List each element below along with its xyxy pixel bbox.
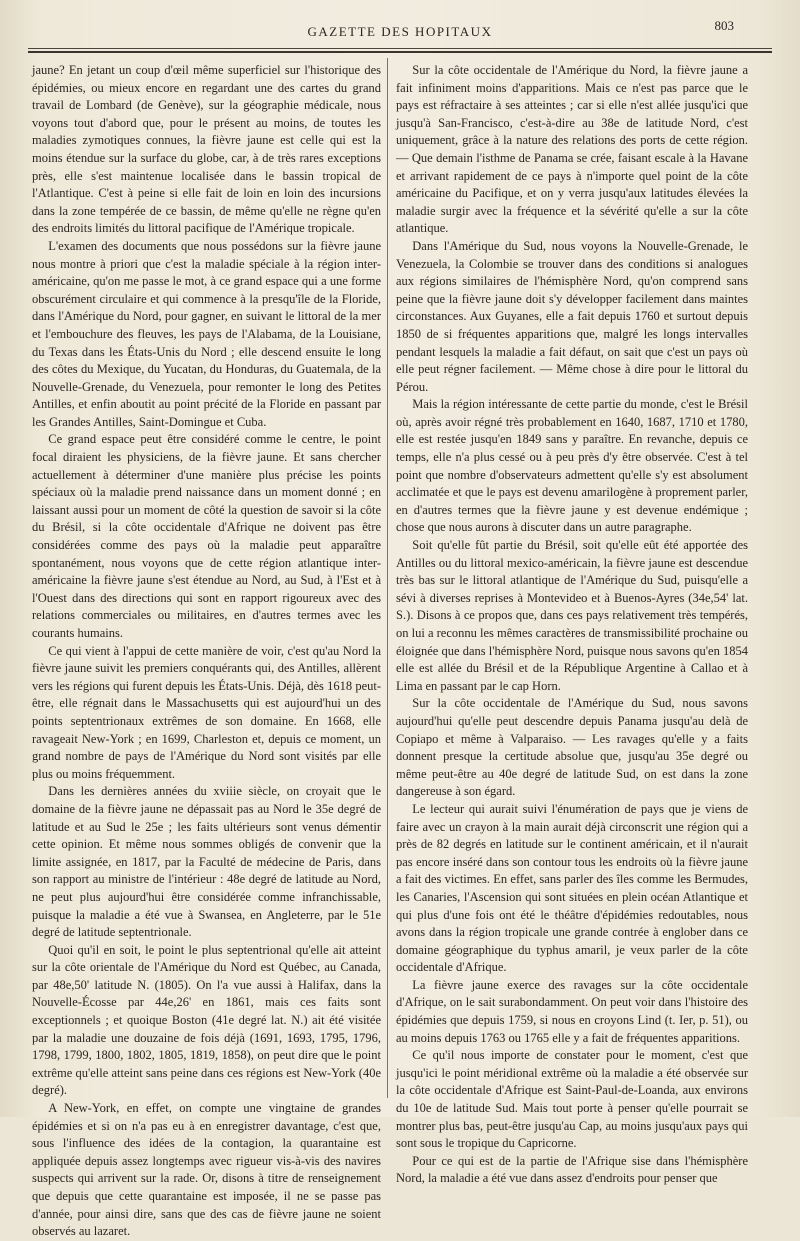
- paragraph: Soit qu'elle fût partie du Brésil, soit qu'elle eût été apportée des Antilles ou du littoral mexico-américain, la fièvre jaune est descendue très bas sur le littoral atlantique de l'Amérique du Sud, puisqu'elle a sévi à diverses reprises à Montevideo et à Buenos-Ayres (34e,54' lat. S.). Disons à ce propos que, dans ces pays relativement très tempérés, on lui a reconnu les mêmes caractères de transmissibilité prochaine ou éloignée que dans l'hémisphère Nord, puisque nous savons qu'en 1854 elle est allée du Brésil et de la République Argentine à Callao et à Lima en passant par le cap Horn.: [396, 538, 748, 693]
- paragraph: Sur la côte occidentale de l'Amérique du Nord, la fièvre jaune a fait infiniment moins d'apparitions. Mais ce n'est pas parce que le pays est réfractaire à ses atteintes ; car si elle n'est allée jusqu'ici que jusqu'à San-Francisco, c'est-à-dire au 38e de latitude Nord, c'est uniquement, grâce à la nature des relations des ports de cette région. — Que demain l'isthme de Panama se crée, faisant escale à la Havane et arrivant rapidement de ce pays à n'importe quel point de la côte américaine du Pacifique, et on y verra jusqu'aux latitudes élevées la maladie surgir avec la fréquence et la sévérité qu'elle a sur la côte atlantique.: [396, 63, 748, 236]
- column-divider: [387, 58, 388, 1098]
- paragraph: Dans les dernières années du xviiie siècle, on croyait que le domaine de la fièvre jaune ne dépassait pas au Nord le 35e degré de latitude et au Sud le 25e ; les faits ultérieurs sont venus démentir cette opinion. Et même nous sommes obligés de convenir que la limite assignée, en 1817, par la Faculté de médecine de Paris, dans son rapport au ministre de l'intérieur : 48e degré de latitude au Nord, ne peut plus aujourd'hui être considérée comme infranchissable, puisque la maladie a été vue à Swansea, en Angleterre, par le 51e degré de latitude septentrionale.: [32, 784, 381, 940]
- paragraph: Ce qu'il nous importe de constater pour le moment, c'est que jusqu'ici le point méridional extrême où la maladie a été observée sur la côte occidentale d'Afrique est Saint-Paul-de-Loanda, aux environs du 10e de latitude Sud. Mais tout porte à penser qu'elle pourrait se montrer plus bas, peut-être jusqu'au Cap, au moins jusqu'aux pays qui sont sous le tropique du Capricorne.: [396, 1048, 748, 1151]
- paragraph: Pour ce qui est de la partie de l'Afrique sise dans l'hémisphère Nord, la maladie a été vue dans assez d'endroits pour penser que: [396, 1153, 748, 1186]
- right-column: [396, 62, 748, 1188]
- paragraph: Ce qui vient à l'appui de cette manière de voir, c'est qu'au Nord la fièvre jaune suivit les premiers conquérants qui, des Antilles, allèrent vers les régions qui furent depuis les États-Unis. Déjà, dès 1618 peut-être, elle régnait dans le Massachusetts qui est aujourd'hui un des points septentrionaux extrêmes de son domaine. En 1668, elle ravageait New-York ; en 1699, Charleston et, depuis ce moment, un grand nombre de pays de l'Amérique du Nord sont visités par elle plus ou moins fréquemment.: [32, 643, 381, 781]
- page-number: 803: [714, 18, 734, 33]
- paragraph: Quoi qu'il en soit, le point le plus septentrional qu'elle ait atteint sur la côte orientale de l'Amérique du Nord est Québec, au Canada, par 48e,50' latitude N. (1805). On l'a vue aussi à Halifax, dans la Nouvelle-Écosse par 44e,26' en 1861, mais ces faits sont exceptionnels ; et quoique Boston (41e degré lat. N.) ait été visitée par la maladie une douzaine de fois déjà (1691, 1693, 1795, 1796, 1798, 1799, 1800, 1802, 1805, 1819, 1858), on peut dire que le point extrême qu'elle atteint sans peine dans ces régions est New-York (40e degré).: [32, 942, 381, 1098]
- page-header: [0, 16, 800, 46]
- paragraph: La fièvre jaune exerce des ravages sur la côte occidentale d'Afrique, on le sait surabondamment. On peut voir dans l'histoire des épidémies que depuis 1759, si nous en croyons Lind (t. Ier, p. 51), ou au moins depuis 1763 ou 1765 elle y a fait de fréquentes apparitions.: [396, 977, 748, 1045]
- journal-title: GAZETTE DES HOPITAUX: [307, 24, 493, 39]
- paragraph: Mais la région intéressante de cette partie du monde, c'est le Brésil où, après avoir régné très probablement en 1640, 1687, 1710 et 1780, elle est restée jusqu'en 1849 sans y paraître. En revanche, depuis ce temps, elle n'a plus cessé ou à peu près d'y être observée. C'est à tel point que nombre d'observateurs admettent qu'elle s'y est absolument acclimatée et que le pays est devenu amarilogène à proprement parler, en d'autres termes que la fièvre jaune y est devenue endémique ; chose que nous aurons à discuter dans un autre paragraphe.: [396, 397, 748, 535]
- paragraph: Dans l'Amérique du Sud, nous voyons la Nouvelle-Grenade, le Venezuela, la Colombie se trouver dans des conditions si analogues aux régions similaires de l'hémisphère Nord, qu'on comprend sans peine que la fièvre jaune doit s'y développer facilement dans maintes circonstances. Aux Guyanes, elle a fait depuis 1760 et surtout depuis 1850 de si fréquentes apparitions que, malgré les longs intervalles pendant lesquels la maladie a fait défaut, on sait que c'est un pays où elle peut régner facilement. — Même chose à dire pour le littoral du Pérou.: [396, 238, 748, 394]
- paragraph: Le lecteur qui aurait suivi l'énumération de pays que je viens de faire avec un crayon à la main aurait déjà circonscrit une région qui a près de 82 degrés en latitude sur le continent américain, et il n'aurait pas encore inséré dans son contour tous les endroits où la fièvre jaune a fait des victimes. En effet, sans parler des îles comme les Bermudes, les Canaries, l'Ascension qui sont situées en plein océan Atlantique et qui plus d'une fois ont été le théâtre d'épidémies redoutables, nous avons dans la région tropicale une grande contrée à englober dans ce domaine géographique du typhus amaril, je veux parler de la côte occidentale d'Afrique.: [396, 801, 748, 975]
- header-rule-thick: [28, 51, 772, 53]
- header-rule-thin: [28, 48, 772, 49]
- paragraph: A New-York, en effet, on compte une vingtaine de grandes épidémies et si on n'a pas eu à en enregistrer davantage, c'est que, sous l'influence des idées de la contagion, la quarantaine est appliquée depuis assez longtemps avec rigueur vis-à-vis des navires suspects qui arrivent sur la rade. Or, disons à titre de renseignement que depuis que cette quarantaine est imposée, il ne se passe pas d'année, pour ainsi dire, sans que des cas de fièvre jaune ne soient observés au lazaret.: [32, 1101, 381, 1239]
- paragraph: jaune? En jetant un coup d'œil même superficiel sur l'historique des épidémies, ou mieux encore en regardant une des cartes du grand travail de Lombard (de Genève), sur la géographie médicale, nous voyons tout d'abord que, pour le présent au moins, de toutes les maladies zymotiques connues, la fièvre jaune est celle qui est la moins étendue sur la surface du globe, car, à de très rares exceptions près, elle s'est maintenue localisée dans le bassin tropical de l'Atlantique. C'est à peine si elle fait de loin en loin des incursions dans la zone tempérée de ce bassin, de même qu'elle ne règne qu'en des endroits limités du littoral pacifique de l'Amérique tropicale.: [32, 63, 381, 236]
- paragraph: Ce grand espace peut être considéré comme le centre, le point focal diraient les physiciens, de la fièvre jaune. Et sans chercher actuellement à déterminer d'une manière plus précise les points spéciaux où la maladie prend naissance dans un moment donné ; en laissant aussi pour un moment de côté la question de savoir si la côte du Brésil, si la côte occidentale d'Afrique ne doivent pas être considérées comme des pays où la maladie peut apparaître spontanément, nous voyons que de cette région atlantique inter-américaine la fièvre jaune s'est étendue au Nord, au Sud, à l'Est et à l'Ouest dans des directions qui sont en rapport rigoureux avec des relations commerciales ou militaires, en d'autres termes avec les courants humains.: [32, 432, 381, 640]
- left-column: [32, 62, 381, 1241]
- paragraph: L'examen des documents que nous possédons sur la fièvre jaune nous montre à priori que c'est la maladie spéciale à la région inter-américaine, qu'on me passe le mot, à ce grand espace qui a une forme obscurément circulaire et qui commence à la presqu'île de la Floride, dans l'Amérique du Nord, pour gagner, en suivant le littoral de la mer et l'embouchure des fleuves, les pays de l'Alabama, de la Louisiane, du Texas dans les États-Unis du Nord ; elle descend ensuite le long des côtes du Mexique, du Yucatan, du Honduras, du Guatemala, de la Nouvelle-Grenade, du Venezuela, pour remonter le long des Petites Antilles, et enfin aboutit au point précité de la Floride en passant par les Grandes Antilles, Saint-Domingue et Cuba.: [32, 238, 381, 429]
- paragraph: Sur la côte occidentale de l'Amérique du Sud, nous savons aujourd'hui qu'elle peut descendre depuis Panama jusqu'au delà de Copiapo et même à Valparaiso. — Les ravages qu'elle y a faits donnent presque la certitude absolue que, jusqu'au 35e degré ou même peut-être au 40e degré de latitude Sud, on est dans la zone dangereuse à son égard.: [396, 696, 748, 799]
